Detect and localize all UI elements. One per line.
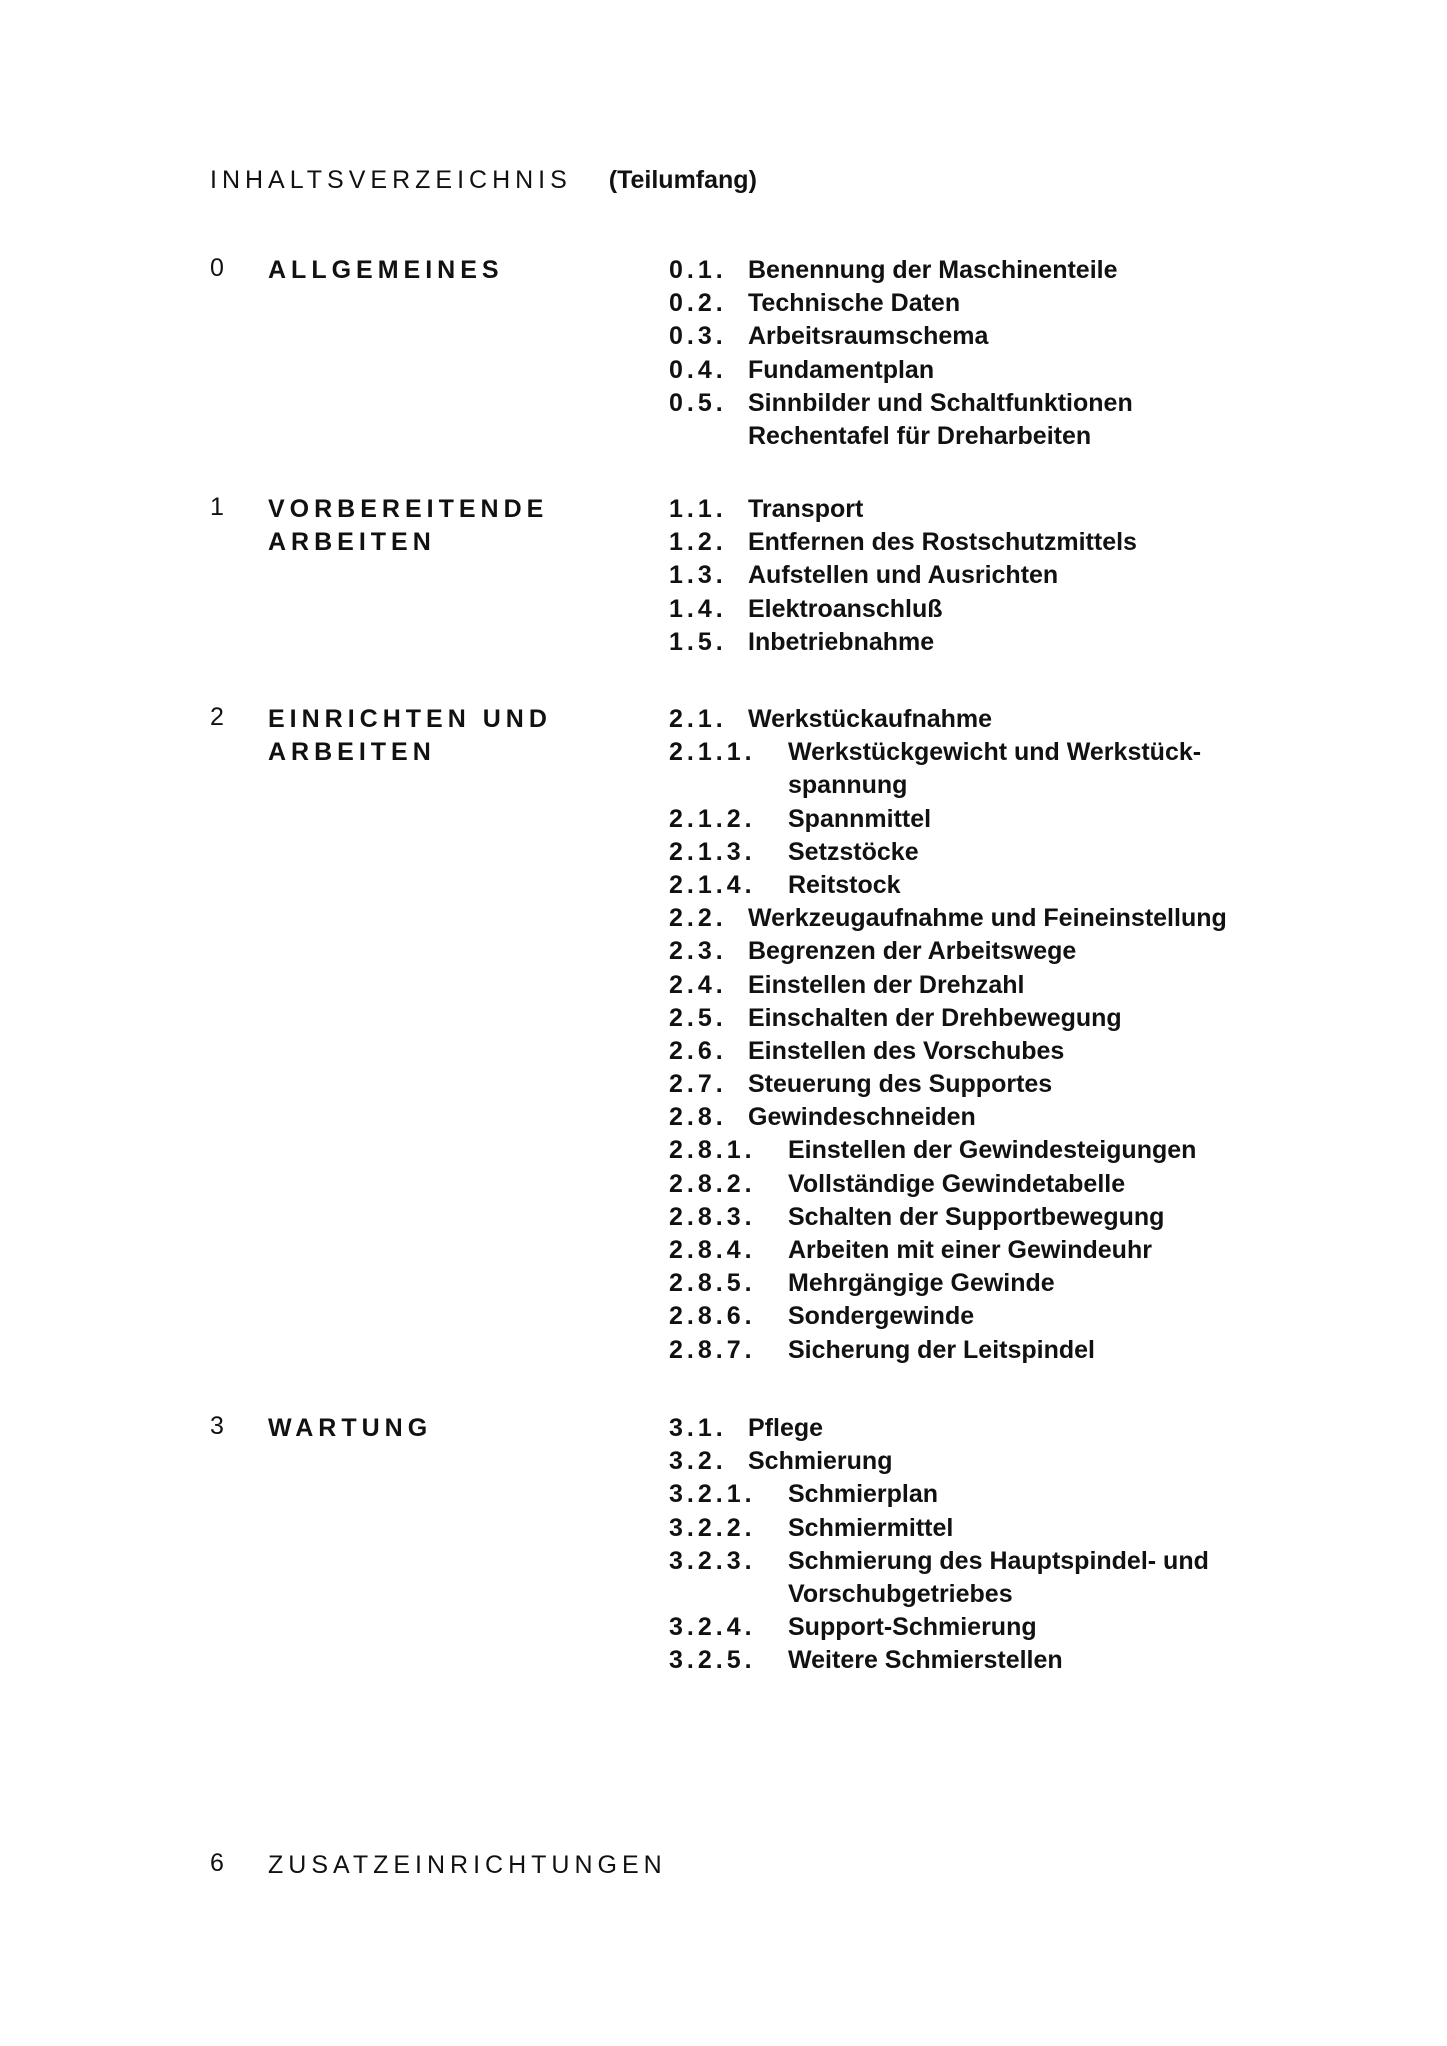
entry-text: Technische Daten (748, 289, 961, 318)
section-title: ALLGEMEINES (268, 256, 504, 284)
entry-number: 2.1.1. (669, 738, 756, 767)
entry-number: 0.2. (669, 289, 727, 318)
entry-number: 1.3. (669, 561, 727, 590)
section-title: EINRICHTEN UND ARBEITEN (268, 705, 552, 766)
section-number: 2 (210, 703, 224, 731)
entry-text: Transport (748, 495, 864, 523)
entry-text: Inbetriebnahme (748, 627, 935, 656)
entry-number: 2.1.3. (669, 837, 756, 866)
entry-number: 2.8.5. (669, 1269, 756, 1298)
entry-number: 3.2.4. (669, 1613, 756, 1642)
entry-number: 2.8.1. (669, 1136, 756, 1165)
entry-number: 2.7. (669, 1070, 727, 1099)
entry-text: Einstellen der Drehzahl (748, 970, 1025, 999)
entry-number: 2.8.3. (669, 1202, 756, 1231)
page-title (210, 166, 757, 195)
entry-text: spannung (788, 771, 908, 800)
entry-number: 2.1.2. (669, 804, 756, 833)
section-number: 3 (210, 1412, 224, 1440)
entry-text: Schmierung des Hauptspindel- und (788, 1546, 1209, 1575)
entry-number: 1.2. (669, 528, 727, 557)
entry-text: Gewindeschneiden (748, 1103, 976, 1132)
entry-text: Mehrgängige Gewinde (788, 1269, 1055, 1298)
entry-number: 2.8.4. (669, 1236, 756, 1264)
section-number: 6 (210, 1849, 224, 1877)
section-title: ZUSATZEINRICHTUNGEN (268, 1851, 667, 1879)
entry-text: Einstellen des Vorschubes (748, 1036, 1065, 1065)
entry-text: Aufstellen und Ausrichten (748, 561, 1059, 590)
entry-text: Elektroanschluß (748, 594, 943, 623)
entry-number: 0.3. (669, 322, 727, 351)
entry-number: 2.5. (669, 1003, 727, 1032)
entry-text: Rechentafel für Dreharbeiten (748, 421, 1092, 450)
entry-text: Setzstöcke (788, 837, 919, 866)
entry-number: 3.2.5. (669, 1646, 756, 1675)
entry-number: 2.8. (669, 1103, 727, 1132)
entry-text: Sicherung der Leitspindel (788, 1335, 1095, 1364)
section-number: 0 (210, 254, 224, 282)
entry-text: Arbeitsraumschema (748, 322, 989, 351)
entry-number: 3.2.3. (669, 1546, 756, 1575)
entry-text: Steuerung des Supportes (748, 1070, 1053, 1099)
entry-text: Schmierplan (788, 1480, 939, 1509)
title-main: INHALTSVERZEICHNIS (210, 166, 572, 194)
entry-number: 0.5. (669, 388, 727, 417)
entry-text: Einschalten der Drehbewegung (748, 1003, 1122, 1032)
entry-text: Fundamentplan (748, 355, 935, 384)
entry-text: Pflege (748, 1414, 824, 1442)
entry-number: 1.1. (669, 495, 727, 523)
entry-number: 3.2.1. (669, 1480, 756, 1509)
entry-text: Vorschubgetriebes (788, 1579, 1013, 1608)
entry-number: 2.8.2. (669, 1169, 756, 1198)
entry-text: Begrenzen der Arbeitswege (748, 937, 1077, 966)
entry-text: Werkstückaufnahme (748, 705, 993, 733)
entry-text: Werkstückgewicht und Werkstück- (788, 738, 1202, 767)
entry-number: 3.2. (669, 1447, 727, 1476)
entry-text: Vollständige Gewindetabelle (788, 1169, 1126, 1198)
entry-number: 2.3. (669, 937, 727, 966)
entry-text: Support-Schmierung (788, 1613, 1037, 1642)
entry-number: 0.1. (669, 256, 727, 284)
entry-number: 1.5. (669, 627, 727, 656)
entry-text: Arbeiten mit einer Gewindeuhr (788, 1236, 1152, 1264)
section-title: VORBEREITENDE ARBEITEN (268, 495, 549, 556)
entry-number: 0.4. (669, 355, 727, 384)
entry-text: Schmiermittel (788, 1513, 954, 1542)
entry-number: 2.8.6. (669, 1302, 756, 1331)
title-sub: (Teilumfang) (608, 166, 757, 194)
entry-text: Benennung der Maschinenteile (748, 256, 1118, 284)
entry-number: 3.1. (669, 1414, 727, 1442)
section-number: 1 (210, 493, 224, 521)
entry-number: 2.6. (669, 1036, 727, 1065)
entry-text: Schalten der Supportbewegung (788, 1202, 1165, 1231)
entry-number: 2.1.4. (669, 870, 756, 899)
section-title: WARTUNG (268, 1414, 433, 1442)
entry-text: Schmierung (748, 1447, 893, 1476)
entry-text: Sondergewinde (788, 1302, 975, 1331)
entry-number: 2.4. (669, 970, 727, 999)
entry-text: Einstellen der Gewindesteigungen (788, 1136, 1197, 1165)
entry-text: Reitstock (788, 870, 901, 899)
entry-text: Sinnbilder und Schaltfunktionen (748, 388, 1133, 417)
entry-text: Werkzeugaufnahme und Feineinstellung (748, 904, 1227, 933)
entry-text: Entfernen des Rostschutzmittels (748, 528, 1137, 557)
entry-text: Weitere Schmierstellen (788, 1646, 1063, 1675)
entry-number: 2.1. (669, 705, 727, 733)
entry-number: 1.4. (669, 594, 727, 623)
entry-number: 2.8.7. (669, 1335, 756, 1364)
entry-number: 2.2. (669, 904, 727, 933)
entry-text: Spannmittel (788, 804, 932, 833)
entry-number: 3.2.2. (669, 1513, 756, 1542)
